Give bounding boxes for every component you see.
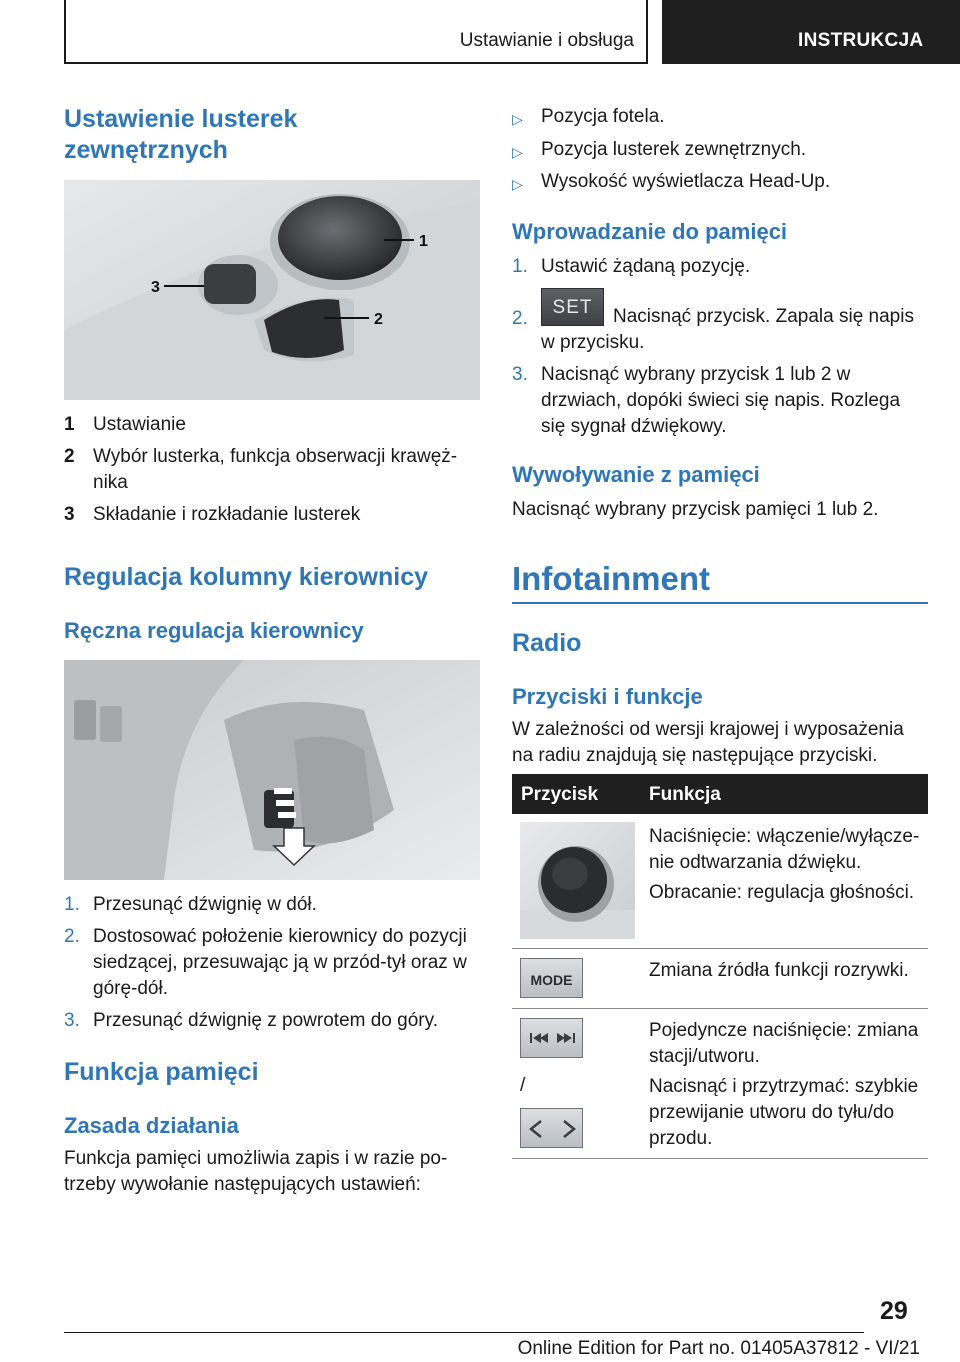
- buttons-heading: [512, 683, 928, 711]
- header-chapter-tab: [662, 0, 960, 64]
- step-text: Przesunąć dźwignię w dół.: [93, 894, 317, 915]
- bullet-text: Pozycja lusterek zewnętrznych.: [541, 139, 807, 160]
- header-section-title: Ustawianie i obsługa: [459, 30, 634, 51]
- button-separator: /: [520, 1075, 526, 1096]
- table-row-divider: [512, 1158, 928, 1159]
- memory-recall-title: Wywoływanie z pamięci: [512, 462, 760, 487]
- mirror-controls-illustration: [64, 180, 480, 400]
- table-function-text: Nacisnąć i przytrzymać: szybkie przewijanie utworu do tyłu/do przodu.: [649, 1076, 919, 1149]
- steering-lever-image: [64, 660, 480, 880]
- mirrors-legend-item: [64, 502, 484, 528]
- skip-buttons-icon: [520, 1018, 583, 1058]
- store-step: [512, 362, 932, 440]
- step-text: Ustawić żądaną pozycję.: [541, 256, 751, 277]
- radio-heading: [512, 628, 928, 659]
- step-text: Nacisnąć wybrany przycisk 1 lub 2 w drzwiach, dopóki świeci się napis. Rozlega się sygnał dźwiękowy.: [541, 364, 901, 437]
- radio-title: Radio: [512, 629, 582, 657]
- steering-heading: [64, 562, 484, 593]
- memory-store-heading: [512, 218, 932, 246]
- step-number: 1.: [512, 256, 528, 277]
- store-step: [512, 254, 932, 280]
- callout-3: 3: [151, 279, 160, 296]
- mirrors-heading: [64, 104, 484, 166]
- arrow-bullet-icon: ▷: [512, 176, 523, 192]
- header-section-box: [64, 0, 648, 64]
- memory-bullet: [512, 137, 932, 163]
- bullet-text: Pozycja fotela.: [541, 106, 665, 127]
- seek-left-right-icon: [521, 1109, 584, 1149]
- infotainment-title: Infotainment: [512, 560, 710, 597]
- header-chapter-title: INSTRUKCJA: [798, 30, 924, 51]
- infotainment-heading: [512, 558, 928, 600]
- page-number: 29: [880, 1297, 908, 1325]
- step-text: Nacisnąć przycisk. Zapala się napis w przycisku.: [541, 306, 914, 353]
- table-header: [512, 774, 928, 814]
- table-row-divider: [512, 1008, 928, 1009]
- legend-text: Ustawianie: [93, 414, 186, 435]
- memory-recall-text: Nacisnąć wybrany przycisk pamięci 1 lub 2.: [512, 499, 879, 520]
- mirrors-title-line2: zewnętrznych: [64, 136, 228, 164]
- infotainment-rule: [512, 602, 928, 604]
- steering-step: [64, 1008, 484, 1034]
- legend-text: Składanie i rozkładanie lusterek: [93, 504, 361, 525]
- step-text: Przesunąć dźwignię z powrotem do góry.: [93, 1010, 438, 1031]
- arrow-bullet-icon: ▷: [512, 144, 523, 160]
- legend-text: Wybór lusterka, funkcja obserwacji krawęż-nika: [93, 446, 458, 493]
- bullet-text: Wysokość wyświetlacza Head-Up.: [541, 171, 831, 192]
- arrow-bullet-icon: ▷: [512, 111, 523, 127]
- steering-subheading: [64, 617, 484, 645]
- memory-heading: [64, 1057, 484, 1088]
- memory-principle-heading: [64, 1112, 484, 1140]
- table-header-function: Funkcja: [649, 784, 721, 805]
- callout-2: 2: [374, 311, 383, 328]
- skip-back-forward-icon: [521, 1019, 584, 1059]
- buttons-title: Przyciski i funkcje: [512, 684, 703, 709]
- footer-edition: Online Edition for Part no. 01405A37812 - VI/21: [517, 1338, 920, 1359]
- memory-bullet: [512, 104, 932, 130]
- steering-lever-illustration: [64, 660, 480, 880]
- legend-number: 3: [64, 504, 75, 525]
- steering-subtitle: Ręczna regulacja kierownicy: [64, 618, 364, 643]
- memory-bullet: [512, 169, 932, 195]
- store-step: [512, 288, 932, 352]
- radio-intro-text: W zależności od wersji krajowej i wyposażenia na radiu znajdują się następujące przyciski.: [512, 719, 904, 766]
- step-number: 2.: [64, 926, 80, 947]
- table-function-text: Zmiana źródła funkcji rozrywki.: [649, 960, 909, 981]
- seek-buttons-icon: [520, 1108, 583, 1148]
- memory-title: Funkcja pamięci: [64, 1058, 259, 1086]
- step-number: 1.: [64, 894, 80, 915]
- table-function-text: Obracanie: regulacja głośności.: [649, 882, 915, 903]
- mirrors-title-line1: Ustawienie lusterek: [64, 105, 298, 133]
- steering-step: [64, 892, 484, 918]
- steering-step: [64, 924, 484, 1002]
- memory-principle-title: Zasada działania: [64, 1113, 239, 1138]
- mode-button-label: MODE: [530, 972, 573, 988]
- footer-rule: [64, 1332, 864, 1333]
- memory-principle-text: Funkcja pamięci umożliwia zapis i w razie po-trzeby wywołanie następujących ustawień:: [64, 1148, 448, 1195]
- table-function-text: Pojedyncze naciśnięcie: zmiana stacji/utworu.: [649, 1020, 919, 1067]
- step-number: 3.: [512, 364, 528, 385]
- step-number: 3.: [64, 1010, 80, 1031]
- legend-number: 1: [64, 414, 75, 435]
- volume-knob-icon: [520, 822, 635, 939]
- set-button-label: SET: [552, 297, 593, 318]
- step-text: Dostosować położenie kierownicy do pozycji siedzącej, przesuwając ją w przód-tył oraz w górę-dół.: [93, 926, 467, 999]
- volume-knob-image: [520, 822, 635, 939]
- legend-number: 2: [64, 446, 75, 467]
- memory-recall-heading: [512, 461, 932, 489]
- mirrors-legend-item: [64, 444, 484, 496]
- step-number: 2.: [512, 308, 528, 329]
- table-function-text: Naciśnięcie: włączenie/wyłącze-nie odtwarzania dźwięku.: [649, 826, 920, 873]
- table-header-button: Przycisk: [521, 784, 599, 805]
- mirror-controls-image: [64, 180, 480, 400]
- table-row-divider: [512, 948, 928, 949]
- mode-button-icon: [520, 958, 583, 998]
- memory-store-title: Wprowadzanie do pamięci: [512, 219, 788, 244]
- callout-1: 1: [419, 233, 428, 250]
- mirrors-legend-item: [64, 412, 484, 438]
- steering-title: Regulacja kolumny kierownicy: [64, 563, 429, 591]
